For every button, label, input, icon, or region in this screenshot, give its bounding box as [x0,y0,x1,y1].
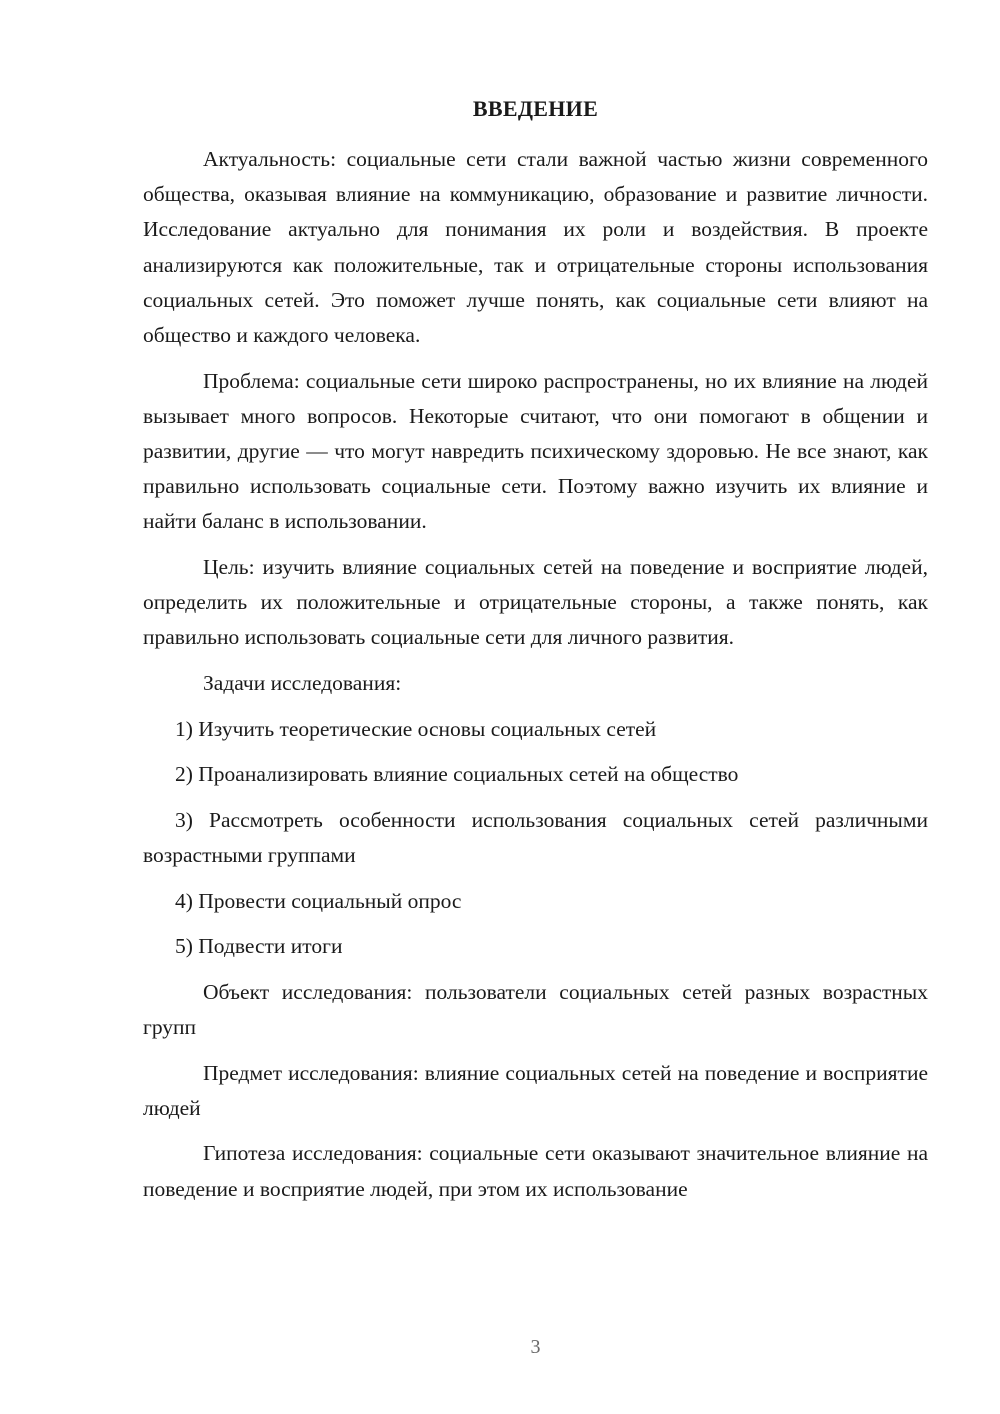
page-number: 3 [530,1336,541,1358]
task-item-2: 2) Проанализировать влияние социальных сетей на общество [175,762,739,787]
section-title: ВВЕДЕНИЕ [472,96,599,121]
task-item-4: 4) Провести социальный опрос [175,888,462,913]
paragraph-problem: Проблема: социальные сети широко распространены, но их влияние на людей вызывает много вопросов. Некоторые считают, что они помогают в общении и развитии, другие — что могут навредить психическому здоровью. Не все знают, как правильно использовать социальные сети. Поэтому важно изучить их влияние и найти баланс в использовании. [143,368,928,534]
paragraph-hypothesis: Гипотеза исследования: социальные сети оказывают значительное влияние на поведение и восприятие людей, при этом их использование [143,1141,928,1201]
document-body [143,142,928,1217]
task-item-3: 3) Рассмотреть особенности использования социальных сетей различными возрастными группами [143,807,928,867]
task-item-5: 5) Подвести итоги [175,934,343,959]
paragraph-tasks-heading: Задачи исследования: [203,671,402,696]
paragraph-relevance: Актуальность: социальные сети стали важной частью жизни современного общества, оказывая влияние на коммуникацию, образование и развитие личности. Исследование актуально для понимания их роли и воздействия. В проекте анализируются как положительные, так и отрицательные стороны использования социальных сетей. Это поможет лучше понять, как социальные сети влияют на общество и каждого человека. [143,147,928,348]
paragraph-goal: Цель: изучить влияние социальных сетей на поведение и восприятие людей, определить их положительные и отрицательные стороны, а также понять, как правильно использовать социальные сети для личного развития. [143,555,928,650]
document-page [143,0,928,1414]
paragraph-subject: Предмет исследования: влияние социальных сетей на поведение и восприятие людей [143,1060,928,1120]
task-item-1: 1) Изучить теоретические основы социальных сетей [175,716,657,741]
paragraph-object: Объект исследования: пользователи социальных сетей разных возрастных групп [143,979,928,1039]
